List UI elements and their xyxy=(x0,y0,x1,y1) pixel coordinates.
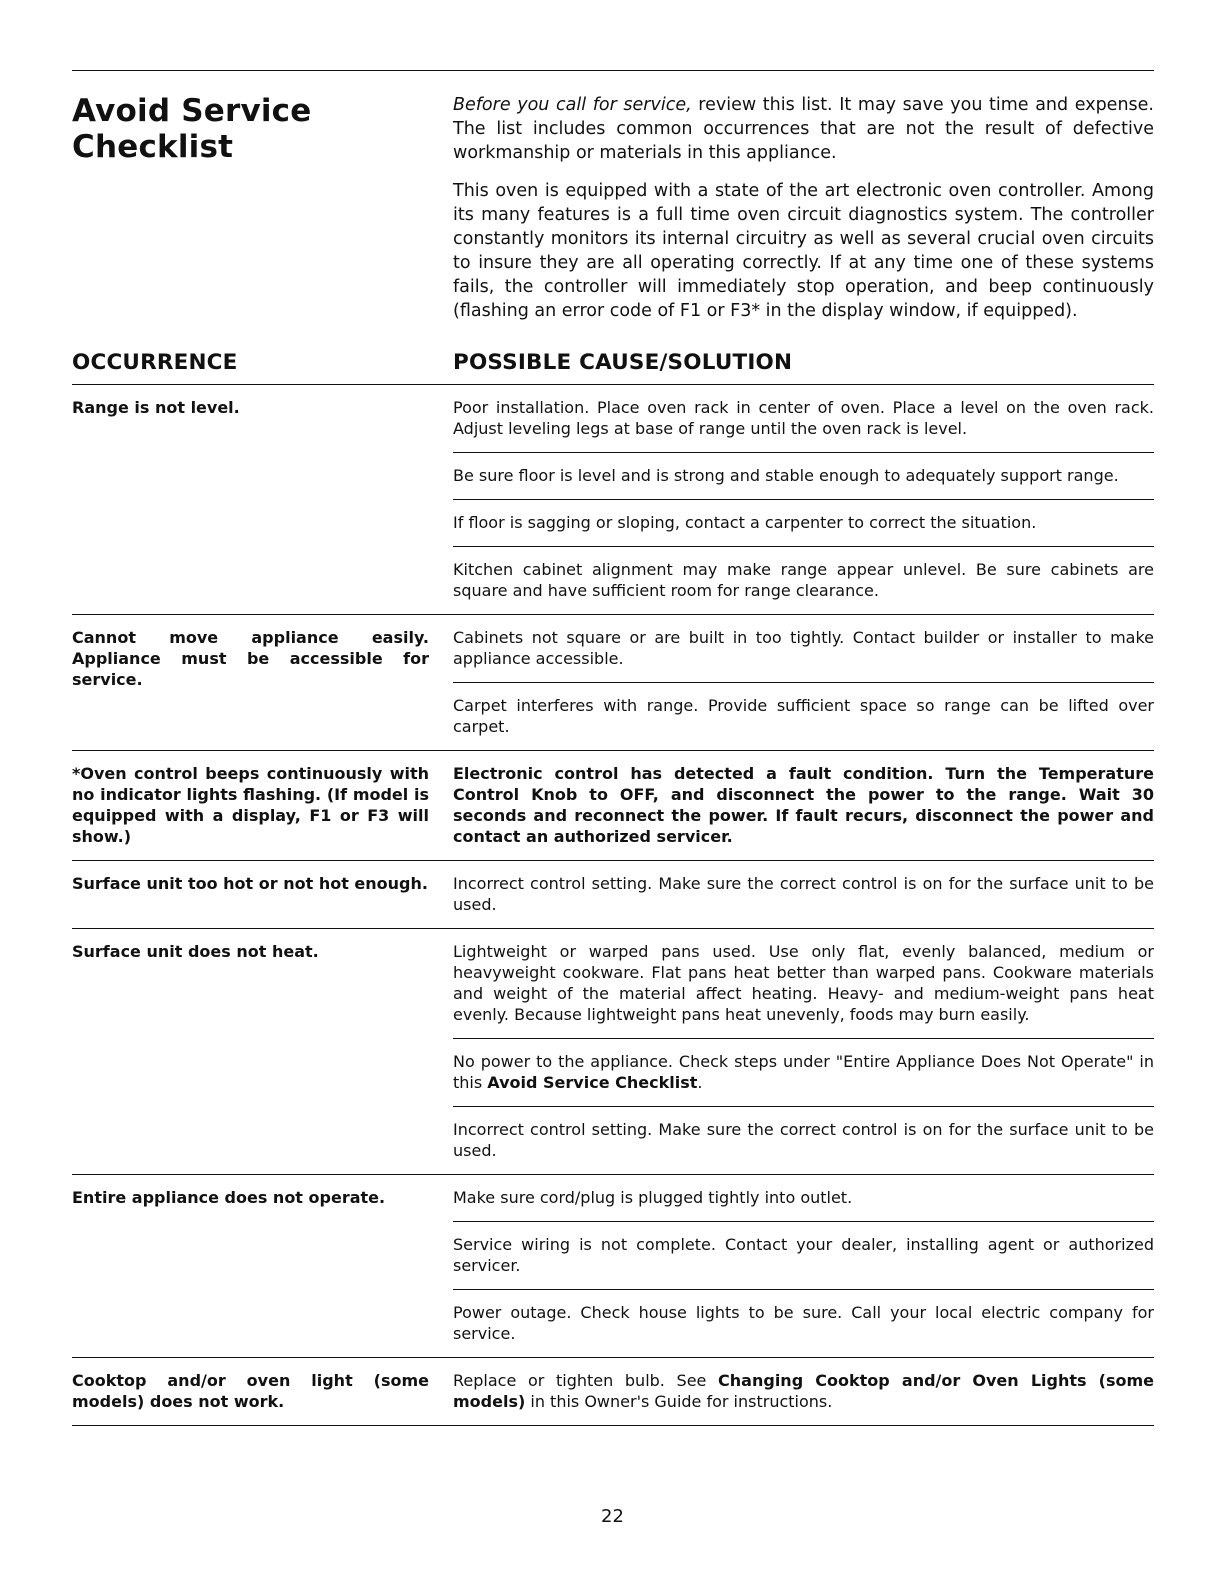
solution-item: If floor is sagging or sloping, contact a carpenter to correct the situation. xyxy=(453,500,1154,547)
table-row xyxy=(72,929,1154,1175)
solution-item: Incorrect control setting. Make sure the correct control is on for the surface unit to be used. xyxy=(453,1120,1154,1160)
occurrence-cell: Entire appliance does not operate. xyxy=(72,1188,386,1207)
solutions-cell xyxy=(453,615,1154,750)
solutions-cell xyxy=(453,1358,1154,1425)
occurrence-cell: Surface unit too hot or not hot enough. xyxy=(72,874,428,893)
intro-paragraph-1-rest: review this list. It may save you time and expense. The list includes common occurrences that are not the result of defective workmanship or materials in this appliance. xyxy=(453,95,1154,163)
solution-item: Incorrect control setting. Make sure the correct control is on for the surface unit to be used. xyxy=(453,874,1154,914)
solution-text: . xyxy=(697,1073,703,1092)
solution-item: Service wiring is not complete. Contact your dealer, installing agent or authorized servicer. xyxy=(453,1222,1154,1290)
section-reference: Changing Cooktop and/or Oven Lights (some models) xyxy=(453,1371,1154,1411)
solutions-cell xyxy=(453,929,1154,1174)
page-number: 22 xyxy=(601,1506,624,1527)
table-row xyxy=(72,751,1154,861)
solution-item xyxy=(453,1039,1154,1107)
solution-item: Electronic control has detected a fault condition. Turn the Temperature Control Knob to OFF, and disconnect the power to the range. Wait 30 seconds and reconnect the power. If fault recurs, disconnect the power and contact an authorized servicer. xyxy=(453,764,1154,846)
solution-text: in this Owner's Guide for instructions. xyxy=(525,1392,833,1411)
solutions-cell xyxy=(453,1175,1154,1357)
solutions-cell xyxy=(453,861,1154,928)
intro-paragraph-2: This oven is equipped with a state of the art electronic oven controller. Among its many features is a full time oven circuit diagnostics system. The controller constantly monitors its internal circuitry as well as several crucial oven circuits to insure they are all operating correctly. If at any time one of these systems fails, the controller will immediately stop operation, and beep continuously (flashing an error code of F1 or F3* in the display window, if equipped). xyxy=(453,181,1154,321)
top-rule xyxy=(72,70,1154,71)
solution-item: Kitchen cabinet alignment may make range appear unlevel. Be sure cabinets are square and have sufficient room for range clearance. xyxy=(453,560,1154,600)
solutions-cell xyxy=(453,751,1154,860)
table-header xyxy=(72,350,1154,385)
solution-item: Carpet interferes with range. Provide sufficient space so range can be lifted over carpet. xyxy=(453,696,1154,736)
solution-text: No power to the appliance. Check steps under "Entire Appliance Does Not Operate" in this xyxy=(453,1052,1154,1092)
page-title: Avoid Service Checklist xyxy=(72,93,312,165)
solution-item: Make sure cord/plug is plugged tightly into outlet. xyxy=(453,1175,1154,1222)
occurrence-cell: Cooktop and/or oven light (some models) does not work. xyxy=(72,1371,429,1411)
intro-section xyxy=(72,93,1154,323)
intro-paragraph-1 xyxy=(453,93,1154,165)
table-row xyxy=(72,1175,1154,1358)
solution-item: Be sure floor is level and is strong and stable enough to adequately support range. xyxy=(453,453,1154,500)
table-row xyxy=(72,615,1154,751)
solution-header: POSSIBLE CAUSE/SOLUTION xyxy=(453,350,793,375)
table-row xyxy=(72,385,1154,615)
solution-item xyxy=(453,1358,1154,1425)
checklist-reference: Avoid Service Checklist xyxy=(487,1073,698,1092)
solution-item: Cabinets not square or are built in too tightly. Contact builder or installer to make appliance accessible. xyxy=(453,615,1154,683)
occurrence-cell: Range is not level. xyxy=(72,398,240,417)
solution-item: Lightweight or warped pans used. Use only flat, evenly balanced, medium or heavyweight cookware. Flat pans heat better than warped pans. Cookware materials and weight of the material affect heating. Heavy- and medium-weight pans heat evenly. Because lightweight pans heat unevenly, foods may burn easily. xyxy=(453,929,1154,1039)
solution-text: Replace or tighten bulb. See xyxy=(453,1371,719,1390)
intro-text xyxy=(453,93,1154,323)
occurrence-cell: Surface unit does not heat. xyxy=(72,942,319,961)
occurrence-cell: Cannot move appliance easily. Appliance must be accessible for service. xyxy=(72,628,429,689)
intro-lead: Before you call for service, xyxy=(453,95,692,115)
table-row xyxy=(72,861,1154,929)
document-page xyxy=(72,70,1154,1426)
occurrence-cell: *Oven control beeps continuously with no indicator lights flashing. (If model is equipped with a display, F1 or F3 will show.) xyxy=(72,764,429,846)
occurrence-header: OCCURRENCE xyxy=(72,350,238,375)
solution-item: Poor installation. Place oven rack in center of oven. Place a level on the oven rack. Adjust leveling legs at base of range until the oven rack is level. xyxy=(453,385,1154,453)
solution-item: Power outage. Check house lights to be sure. Call your local electric company for service. xyxy=(453,1303,1154,1343)
table-row xyxy=(72,1358,1154,1426)
solutions-cell xyxy=(453,385,1154,614)
